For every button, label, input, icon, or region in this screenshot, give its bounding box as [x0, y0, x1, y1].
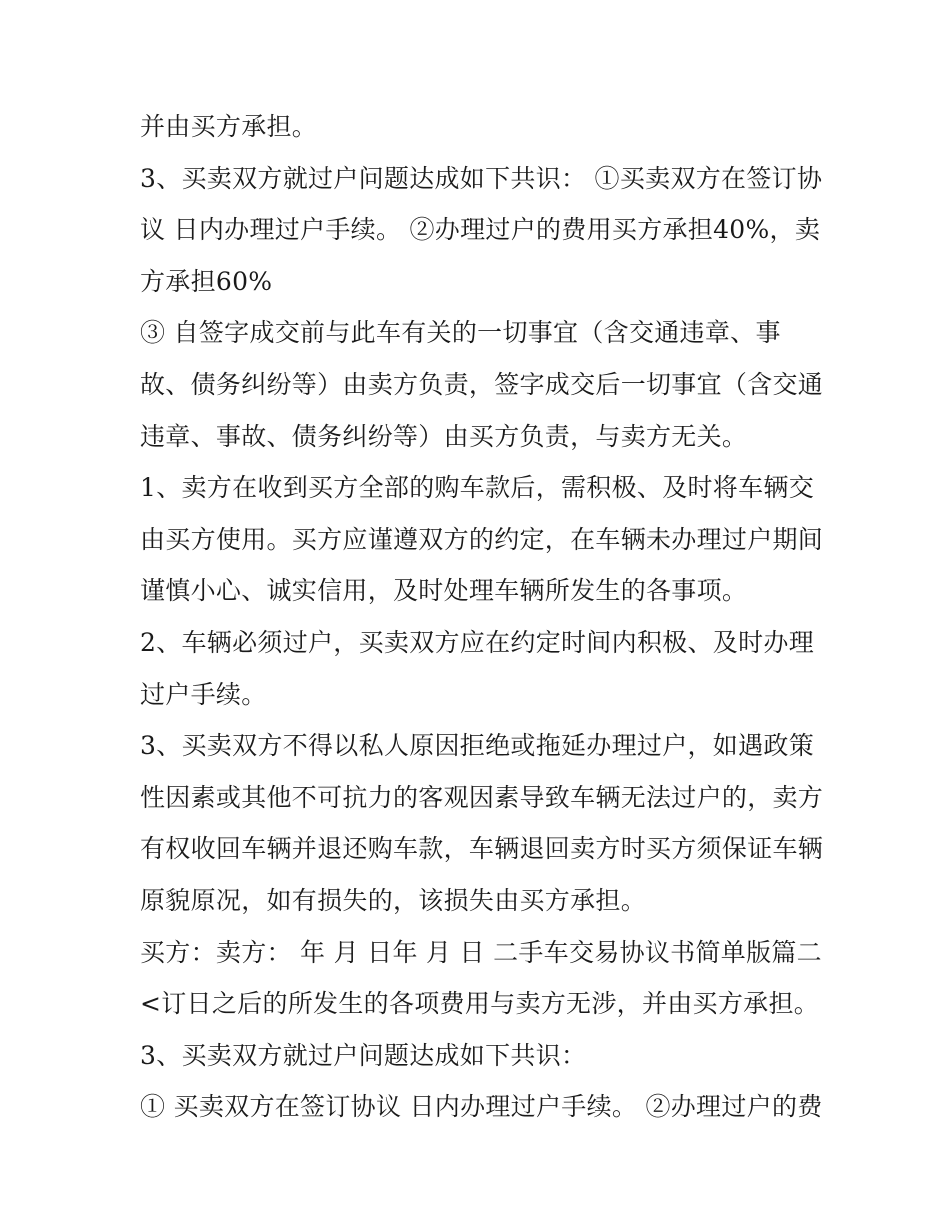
- text-line: 故、债务纠纷等）由卖方负责，签字成交后一切事宜（含交通: [140, 369, 824, 399]
- text-line: <订日之后的所发生的各项费用与卖方无涉，并由买方承担。: [140, 989, 820, 1019]
- text-line: 谨慎小心、诚实信用，及时处理车辆所发生的各事项。: [140, 576, 748, 606]
- text-line: 1、卖方在收到买方全部的购车款后，需积极、及时将车辆交: [140, 473, 815, 503]
- text-line: 过户手续。: [140, 679, 267, 709]
- text-line: 违章、事故、债务纠纷等）由买方负责，与卖方无关。: [140, 421, 748, 451]
- text-line: ③ 自签字成交前与此车有关的一切事宜（含交通违章、事: [140, 318, 781, 348]
- text-line: 2、车辆必须过户，买卖双方应在约定时间内积极、及时办理: [140, 627, 815, 657]
- text-line: 由买方使用。买方应谨遵双方的约定，在车辆未办理过户期间: [140, 524, 824, 554]
- text-line: 3、买卖双方不得以私人原因拒绝或拖延办理过户，如遇政策: [140, 731, 815, 761]
- text-line: 有权收回车辆并退还购车款，车辆退回卖方时买方须保证车辆: [140, 834, 824, 864]
- text-line: 性因素或其他不可抗力的客观因素导致车辆无法过户的，卖方: [140, 782, 824, 812]
- document-body: [140, 101, 824, 1133]
- text-line: ① 买卖双方在签订协议 日内办理过户手续。 ②办理过户的费: [140, 1092, 823, 1122]
- text-line: 议 日内办理过户手续。 ②办理过户的费用买方承担40%，卖: [140, 215, 821, 245]
- text-line: 3、买卖双方就过户问题达成如下共识： ①买卖双方在签订协: [140, 163, 823, 193]
- text-line: 方承担60%: [140, 266, 273, 296]
- text-line: 原貌原况，如有损失的，该损失由买方承担。: [140, 885, 647, 915]
- text-line: 并由买方承担。: [140, 112, 318, 141]
- text-line: 3、买卖双方就过户问题达成如下共识：: [140, 1040, 587, 1070]
- text-line: 买方：卖方： 年 月 日年 月 日 二手车交易协议书简单版篇二: [140, 937, 822, 967]
